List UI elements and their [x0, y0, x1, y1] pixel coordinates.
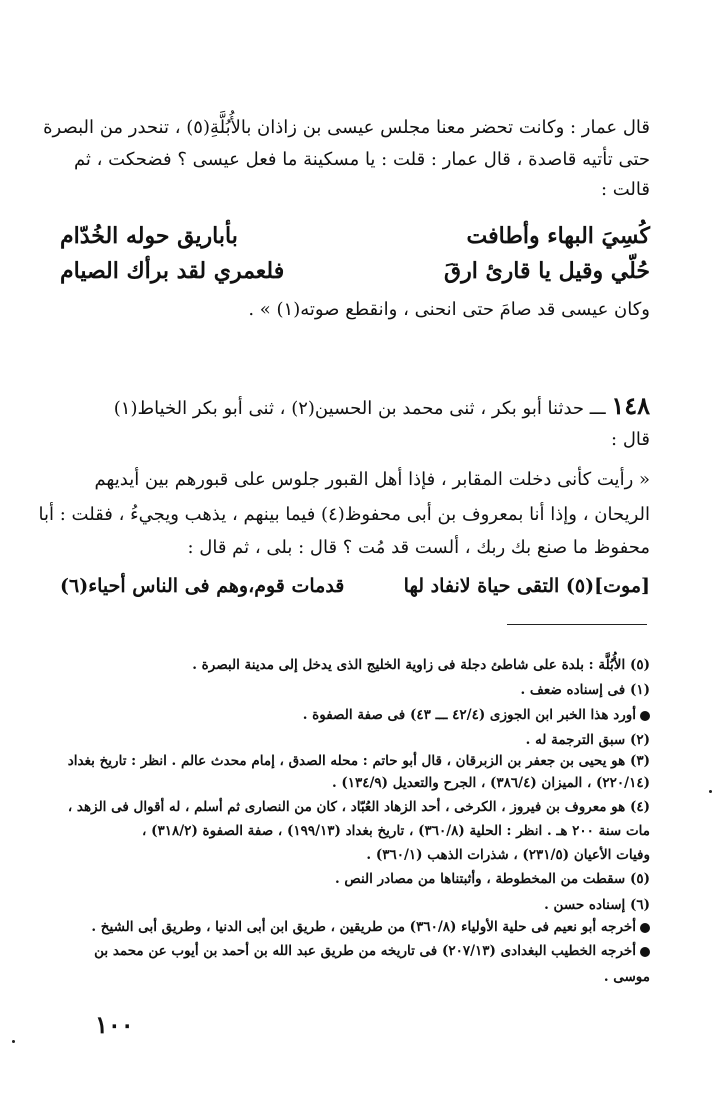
verse-hemistich: حُلّي وقيل يا قارئ ارقَ [444, 258, 650, 284]
footnote-line: وفيات الأعيان (٢٣١/٥) ، شذرات الذهب (٣٦٠/١) . [366, 847, 650, 863]
footnote-line: مات سنة ٢٠٠ هـ . انظر : الحلية (٣٦٠/٨) ، تاريخ بغداد (١٩٩/١٣) ، صفة الصفوة (٣١٨/٢) ، [142, 823, 650, 839]
footnote-line [55, 918, 650, 936]
body-line: « رأيت كأنى دخلت المقابر ، فإذا أهل القبور جلوس على قبورهم بين أيديهم [94, 469, 650, 490]
footnote-line: (١) فى إسناده ضعف . [520, 682, 650, 698]
footnote-text: أورد هذا الخبر ابن الجوزى (٤٢/٤ ـــ ٤٣) فى صفة الصفوة . [302, 707, 636, 723]
footnote-text: أخرجه أبو نعيم فى حلية الأولياء (٣٦٠/٨) من طريقين ، طريق ابن أبى الدنيا ، وطريق أبى الشيخ . [91, 919, 636, 935]
hadith-heading [55, 391, 650, 421]
verse-hemistich: كُسِيَ البهاء وأطافت [466, 223, 650, 249]
footnote-line [55, 942, 650, 960]
body-line: وكان عيسى قد صامَ حتى انحنى ، وانقطع صوته(١) » . [248, 299, 650, 320]
footnote-line: (٢٢٠/١٤) ، الميزان (٣٨٦/٤) ، الجرح والتعديل (١٣٤/٩) . [331, 775, 650, 791]
body-line: قالت : [600, 179, 650, 200]
bullet-icon [640, 947, 650, 957]
footnote-line: (٥) الأُبُلَّة : بلدة على شاطئ دجلة فى زاوية الخليج الذى يدخل إلى مدينة البصرة . [192, 657, 650, 673]
verse-hemistich: بأباريق حوله الخُدّام [60, 223, 238, 249]
scan-speck [709, 790, 712, 793]
scan-speck [12, 1040, 15, 1043]
bullet-icon [640, 711, 650, 721]
footnote-text: أخرجه الخطيب البغدادى (٢٠٧/١٣) فى تاريخه من طريق عبد الله بن أحمد بن أيوب عن محمد بن [94, 943, 636, 959]
hadith-number: ١٤٨ [611, 391, 650, 420]
footnote-line: (٥) سقطت من المخطوطة ، وأثبتناها من مصادر النص . [335, 871, 650, 887]
verse-hemistich: قدمات قوم،وهم فى الناس أحياء(٦) [60, 575, 345, 597]
footnote-line: (٦) إسناده حسن . [544, 897, 650, 913]
footnote-line [55, 706, 650, 724]
footnote-line: (٢) سبق الترجمة له . [525, 732, 650, 748]
body-line: حتى تأتيه قاصدة ، قال عمار : قلت : يا مسكينة ما فعل عيسى ؟ فضحكت ، ثم [73, 149, 650, 170]
body-line: قال : [611, 429, 650, 450]
hadith-isnad: ـــ حدثنا أبو بكر ، ثنى محمد بن الحسين(٢) ، ثنى أبو بكر الخياط(١) [113, 398, 606, 419]
body-line: قال عمار : وكانت تحضر معنا مجلس عيسى بن زاذان بالأُبُلَّةِ(٥) ، تنحدر من البصرة [43, 117, 650, 138]
verse-hemistich: فلعمري لقد برأك الصيام [60, 258, 285, 284]
page-number: ١٠٠ [95, 1010, 134, 1039]
footnote-line: (٤) هو معروف بن فيروز ، الكرخى ، أحد الزهاد العُبّاد ، كان من النصارى ثم أسلم ، له أقوال فى الزهد ، [67, 799, 650, 815]
footnote-line: موسى . [603, 969, 650, 985]
verse-hemistich: [موت](٥) التقى حياة لانفاد لها [403, 575, 650, 597]
body-line: محفوظ ما صنع بك ربك ، ألست قد مُت ؟ قال : بلى ، ثم قال : [187, 537, 650, 558]
footnote-separator [507, 624, 647, 625]
body-line: الريحان ، وإذا أنا بمعروف بن أبى محفوظ(٤) فيما بينهم ، يذهب ويجيءُ ، فقلت : أبا [38, 504, 650, 525]
bullet-icon [640, 923, 650, 933]
footnote-line: (٣) هو يحيى بن جعفر بن الزبرقان ، قال أبو حاتم : محله الصدق ، إمام محدث عالم . انظر : تاريخ بغداد [67, 753, 650, 769]
